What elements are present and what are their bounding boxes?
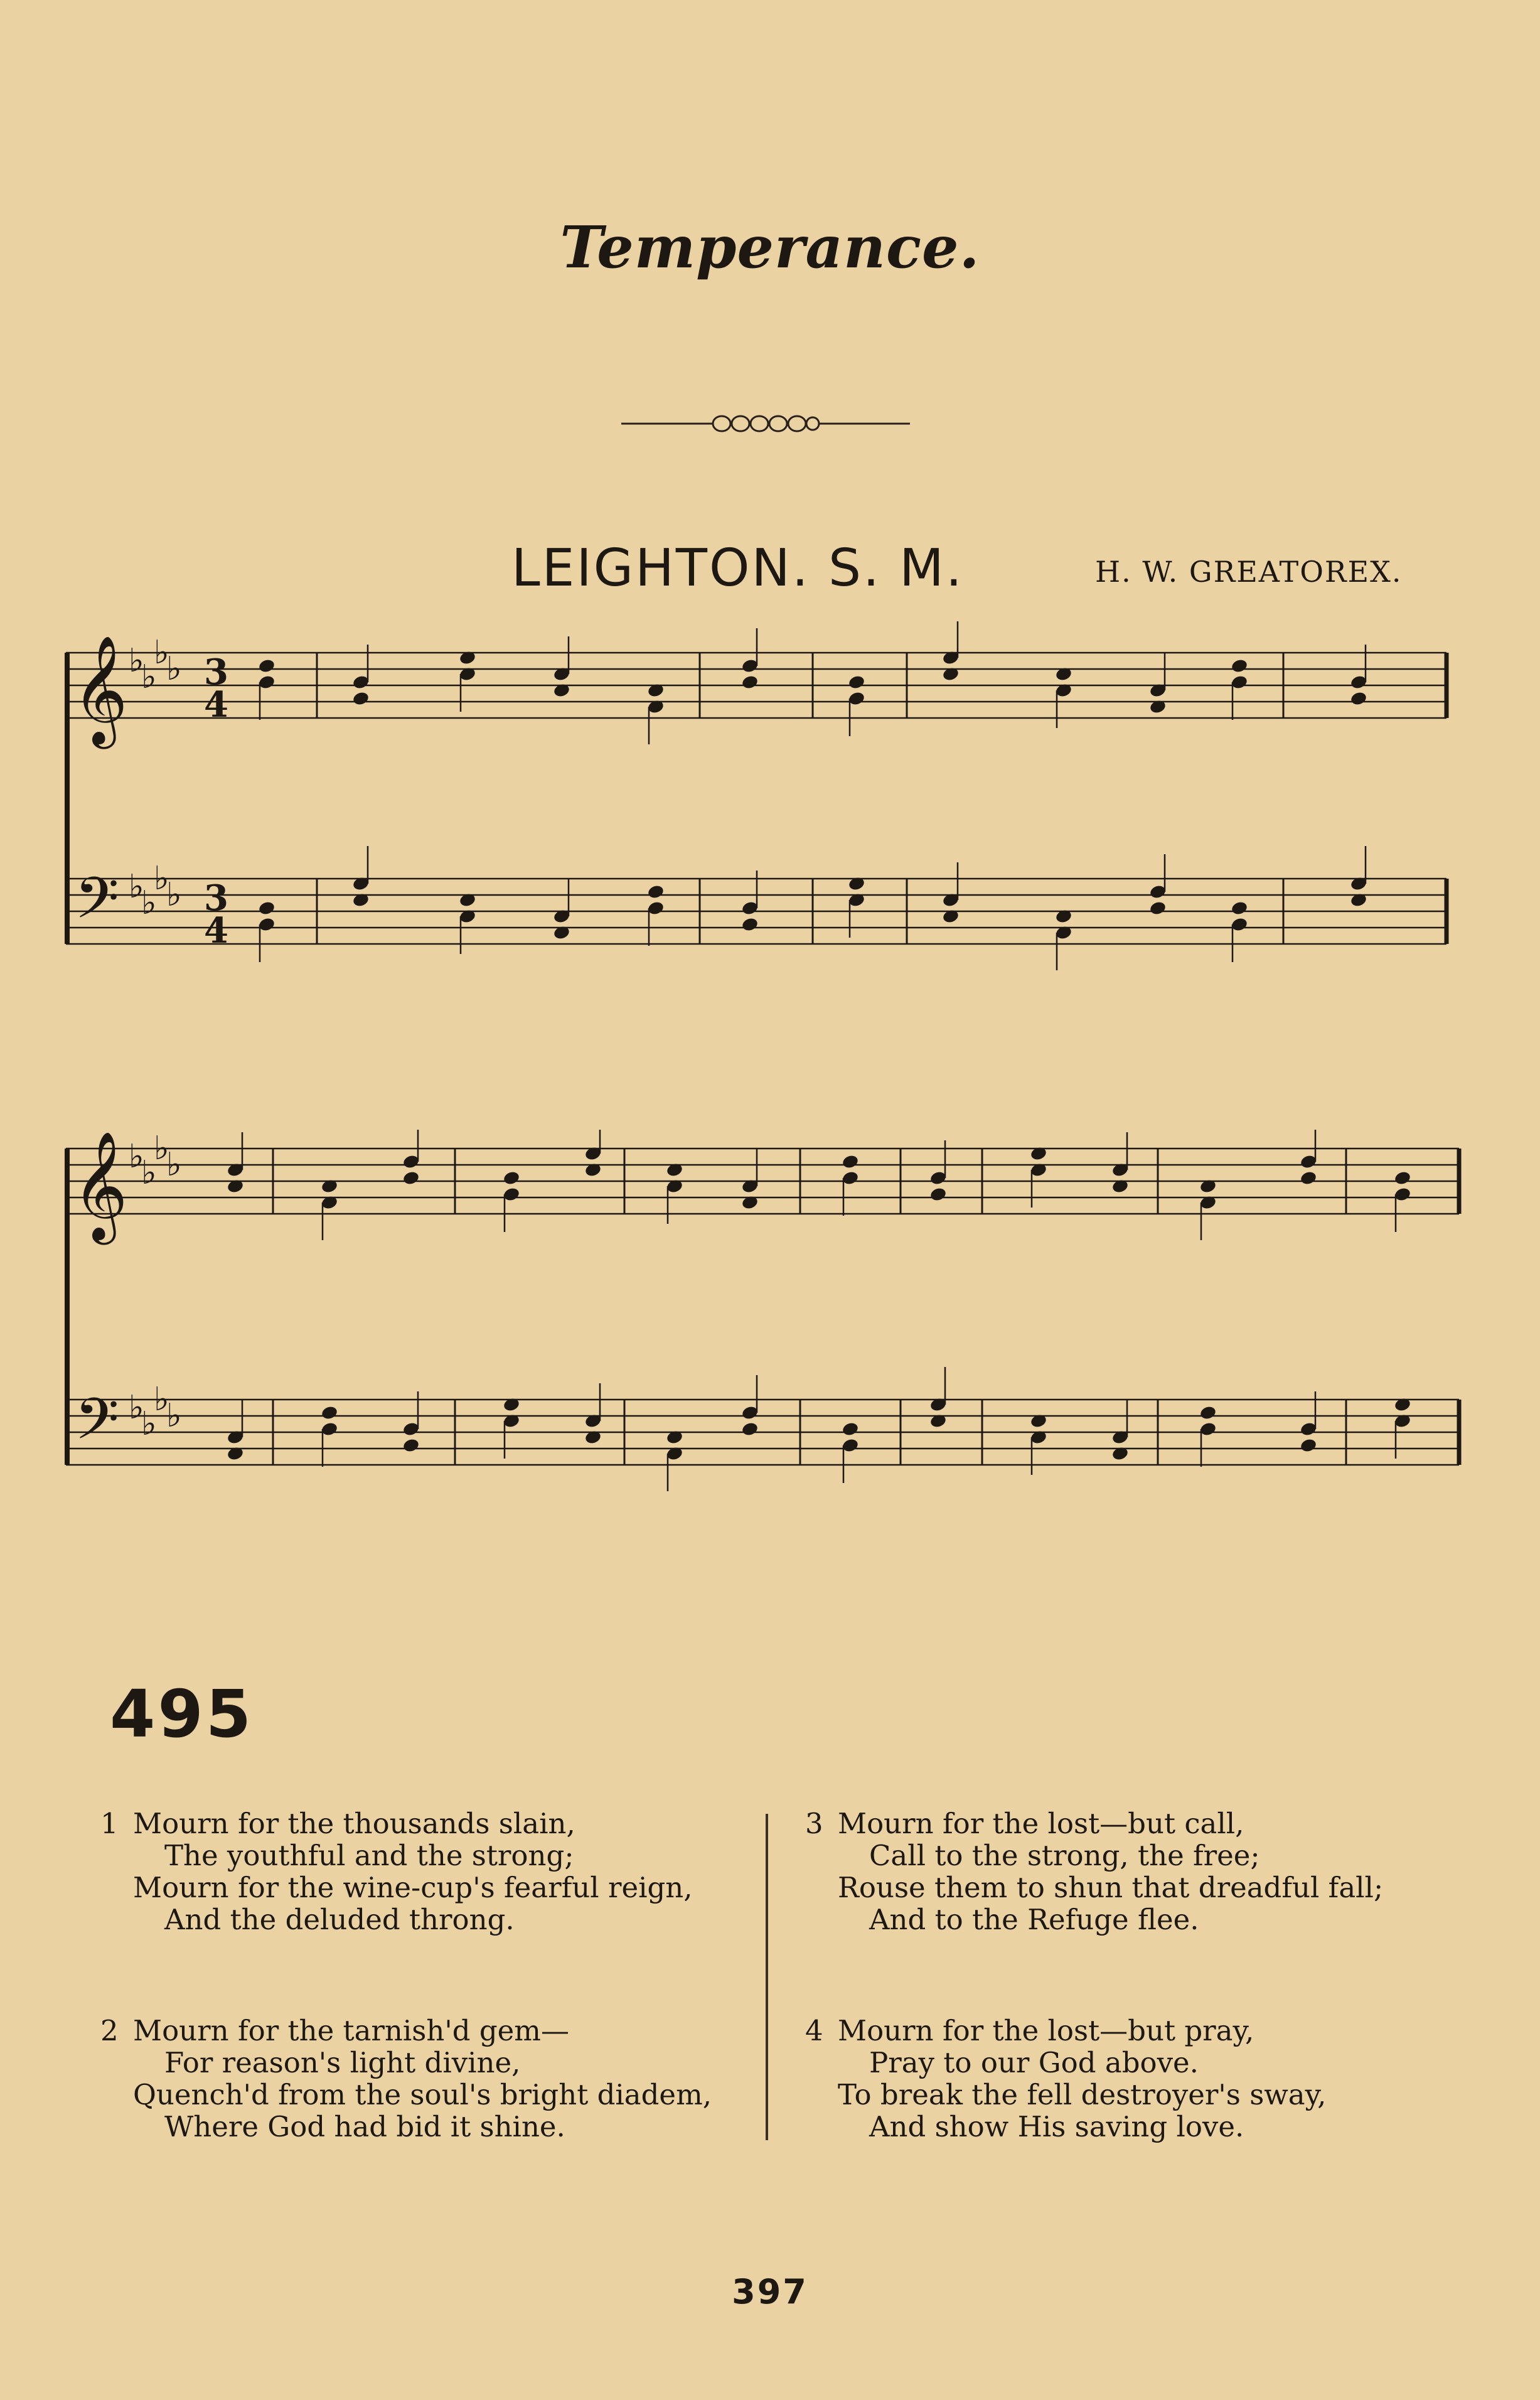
flat-sign: ♭ — [129, 642, 144, 680]
time-signature-top: 3 — [204, 651, 228, 693]
verse-line: And show His saving love. — [869, 2110, 1244, 2143]
note-head — [503, 1170, 521, 1186]
flat-sign: ♭ — [141, 658, 157, 696]
flat-sign: ♭ — [141, 1154, 157, 1192]
page-number: 397 — [732, 2272, 808, 2312]
time-signature-top: 3 — [204, 877, 228, 919]
flat-sign: ♭ — [166, 876, 182, 914]
treble-clef: 𝄞 — [72, 1131, 128, 1240]
flat-sign: ♭ — [129, 1389, 144, 1427]
treble-clef: 𝄞 — [72, 635, 128, 744]
verse-line: The youthful and the strong; — [164, 1839, 574, 1872]
note-head — [1149, 900, 1167, 916]
note-head — [1300, 1437, 1318, 1453]
flat-sign: ♭ — [166, 650, 182, 688]
section-title: Temperance. — [560, 213, 980, 281]
verse-line: For reason's light divine, — [164, 2046, 521, 2079]
music-system-1 — [60, 621, 1472, 998]
note-head — [741, 1421, 759, 1437]
verse-line: And the deluded throng. — [164, 1903, 515, 1936]
verse-line: To break the fell destroyer's sway, — [838, 2078, 1327, 2111]
bass-clef: 𝄢 — [75, 865, 119, 945]
composer: H. W. GREATOREX. — [1095, 555, 1403, 589]
music-system-2 — [60, 1130, 1472, 1544]
flat-sign: ♭ — [166, 1397, 182, 1435]
tune-title: LEIGHTON. S. M. — [511, 538, 964, 598]
note-head — [258, 900, 276, 916]
verse-1 — [100, 1808, 693, 1936]
verse-line: 1 Mourn for the thousands slain, — [100, 1807, 575, 1840]
note-head — [842, 1421, 860, 1437]
note-head — [741, 674, 759, 690]
verse-line: Pray to our God above. — [869, 2046, 1199, 2079]
note-head — [402, 1170, 420, 1186]
verse-line: 3 Mourn for the lost—but call, — [805, 1807, 1244, 1840]
note-head — [321, 1405, 339, 1420]
flat-sign: ♭ — [129, 1138, 144, 1176]
note-head — [1394, 1170, 1412, 1186]
verse-line: Call to the strong, the free; — [869, 1839, 1260, 1872]
time-signature-bottom: 4 — [204, 684, 228, 726]
flat-sign: ♭ — [141, 1405, 157, 1443]
bass-clef: 𝄢 — [75, 1386, 119, 1466]
time-signature-bottom: 4 — [204, 910, 228, 951]
verses — [0, 1808, 1540, 2159]
flat-sign: ♭ — [166, 1146, 182, 1184]
hymn-number: 495 — [110, 1676, 254, 1752]
note-head — [848, 674, 866, 690]
verse-line: Rouse them to shun that dreadful fall; — [838, 1871, 1384, 1904]
flat-sign: ♭ — [154, 1130, 169, 1167]
verse-2 — [100, 2015, 712, 2143]
ornament-divider — [621, 408, 910, 439]
flat-sign: ♭ — [129, 868, 144, 906]
verse-4 — [805, 2015, 1326, 2143]
verse-line: Where God had bid it shine. — [164, 2110, 565, 2143]
note-head — [352, 690, 370, 706]
verse-line: 4 Mourn for the lost—but pray, — [805, 2014, 1254, 2047]
verse-line: And to the Refuge flee. — [869, 1903, 1199, 1936]
note-head — [1300, 1170, 1318, 1186]
flat-sign: ♭ — [154, 1381, 169, 1418]
note-head — [842, 1154, 860, 1169]
flat-sign: ♭ — [141, 884, 157, 922]
note-head — [1350, 690, 1368, 706]
verse-line: Mourn for the wine-cup's fearful reign, — [133, 1871, 693, 1904]
note-head — [1231, 658, 1249, 673]
verse-line: Quench'd from the soul's bright diadem, — [133, 2078, 712, 2111]
note-head — [1199, 1405, 1217, 1420]
flat-sign: ♭ — [154, 634, 169, 672]
note-head — [258, 658, 276, 673]
note-head — [929, 1186, 948, 1202]
note-head — [647, 884, 665, 899]
verse-line: 2 Mourn for the tarnish'd gem— — [100, 2014, 569, 2047]
note-head — [402, 1437, 420, 1453]
note-head — [1231, 900, 1249, 916]
flat-sign: ♭ — [154, 860, 169, 897]
verse-3 — [805, 1808, 1383, 1936]
note-head — [741, 916, 759, 932]
